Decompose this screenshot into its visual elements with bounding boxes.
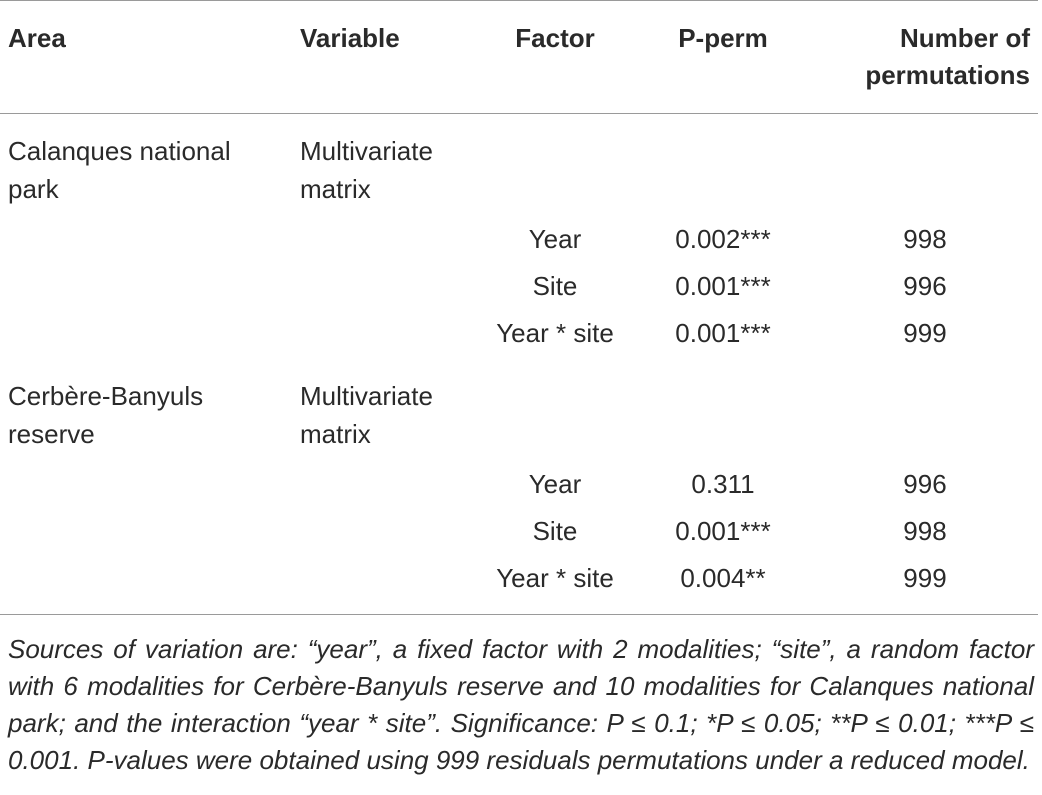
cell-empty — [0, 508, 292, 555]
table-row — [0, 461, 1038, 508]
cell-factor: Year — [528, 469, 582, 499]
cell-empty — [476, 357, 634, 461]
cell-area: Cerbère-Banyuls reserve — [8, 381, 204, 449]
cell-empty — [0, 263, 292, 310]
table-row-group-cerbere — [0, 357, 1038, 461]
cell-n-perm: 998 — [903, 224, 947, 254]
header-area: Area — [8, 23, 66, 53]
table-row-group-calanques — [0, 114, 1038, 217]
cell-p-perm: 0.002*** — [675, 224, 771, 254]
cell-p-perm: 0.004** — [680, 563, 766, 593]
cell-empty — [812, 114, 1038, 217]
cell-empty — [292, 216, 476, 263]
cell-factor: Site — [532, 516, 578, 546]
table-header — [0, 1, 1038, 114]
cell-n-perm: 999 — [903, 318, 947, 348]
cell-empty — [0, 555, 292, 615]
cell-empty — [292, 555, 476, 615]
table-row — [0, 263, 1038, 310]
cell-n-perm: 996 — [903, 271, 947, 301]
cell-p-perm: 0.001*** — [675, 318, 771, 348]
header-number-of-permutations: Number of permutations — [865, 23, 1030, 90]
cell-empty — [292, 263, 476, 310]
cell-area: Calanques national park — [8, 136, 231, 204]
cell-empty — [812, 357, 1038, 461]
header-p-perm: P-perm — [678, 23, 768, 53]
table-footnote: Sources of variation are: “year”, a fixed factor with 2 modalities; “site”, a random factor with 6 modalities for Cerbère-Banyuls reserve and 10 modalities for Calanques national park; and the interaction “year * site”. Significance: P ≤ 0.1; *P ≤ 0.05; **P ≤ 0.01; ***P ≤ 0.001. P-values were obtained using 999 residuals permutations under a reduced model. — [8, 634, 1034, 775]
table-row — [0, 508, 1038, 555]
cell-factor: Site — [532, 271, 578, 301]
cell-factor: Year — [528, 224, 582, 254]
cell-factor: Year * site — [496, 563, 614, 593]
cell-empty — [0, 310, 292, 357]
cell-empty — [634, 114, 812, 217]
cell-empty — [0, 461, 292, 508]
cell-empty — [292, 461, 476, 508]
cell-empty — [0, 216, 292, 263]
cell-n-perm: 996 — [903, 469, 947, 499]
cell-n-perm: 998 — [903, 516, 947, 546]
cell-p-perm: 0.311 — [691, 469, 755, 499]
cell-n-perm: 999 — [903, 563, 947, 593]
cell-empty — [634, 357, 812, 461]
cell-empty — [476, 114, 634, 217]
cell-p-perm: 0.001*** — [675, 516, 771, 546]
table-row — [0, 555, 1038, 615]
header-variable: Variable — [300, 23, 400, 53]
table-row — [0, 216, 1038, 263]
header-factor: Factor — [515, 23, 595, 53]
header-row — [0, 1, 1038, 114]
cell-empty — [292, 310, 476, 357]
cell-factor: Year * site — [496, 318, 614, 348]
table-body — [0, 114, 1038, 615]
cell-variable: Multivariate matrix — [300, 381, 433, 449]
cell-empty — [292, 508, 476, 555]
cell-variable: Multivariate matrix — [300, 136, 433, 204]
cell-p-perm: 0.001*** — [675, 271, 771, 301]
table-row — [0, 310, 1038, 357]
